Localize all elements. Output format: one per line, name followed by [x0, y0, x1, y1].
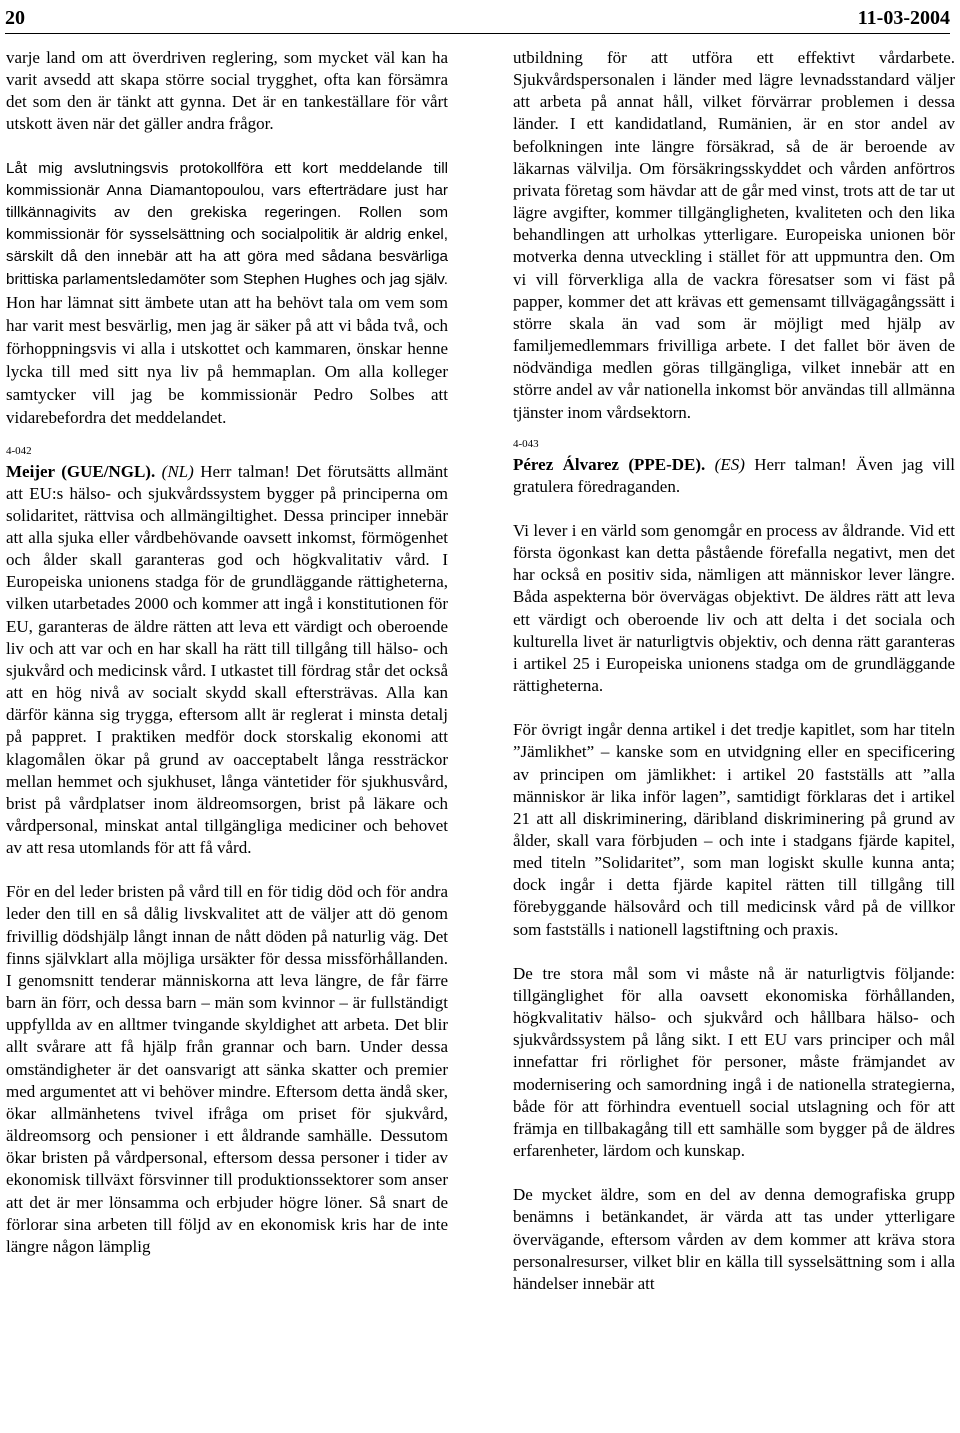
text-run: Hon har lämnat sitt ämbete utan att ha behövt tala om vem som har varit mest besvärlig, men jag är säker på att vi båda två, och förhoppningsvis vi alla i utskottet och kammaren, önskar henne lycka till med sitt nya liv på hemmaplan. Om alla kolleger samtycker vill jag be kommissionär Pedro Solbes att vidarebefordra det meddelandet. [6, 292, 448, 428]
paragraph: utbildning för att utföra ett effektivt vårdarbete. Sjukvårdspersonalen i länder med lägre levnadsstandard väljer att arbeta på annat håll, vilket förvärrar problemen i dessa länder. I ett kandidatland, Rumänien, är en stor andel av befolkningen inte längre försäkrad, så de är beroende av läkarnas välvilja. Om försäkringsskyddet och vården anförtros privata företag som hävdar att de går med vinst, trots att de tar ut lägre avgifter, kommer tillgängligheten, kvaliteten och den lika behandlingen att urholkas ytterligare. Europeiska unionen bör motverka denna utveckling i stället för att uppmuntra den. Om vi vill förverkliga alla de vackra föresatser som vi fäst på papper, kommer det att krävas ett gemensamt tillvägagångssätt i större skala än vad som är möjligt med hjälp av familjemedlemmars frivilliga arbete. I det fallet bör även de nödvändiga medlen göras tillgängliga, vilket innebär att en större andel av vår nationella inkomst bör användas till allmänna tjänster inom vårdsektorn. [513, 48, 955, 422]
language-code: (NL) [161, 461, 194, 481]
document-reference: 4-043 [513, 437, 539, 450]
paragraph-message-to-commissioner [6, 158, 448, 431]
paragraph: För övrigt ingår denna artikel i det tredje kapitlet, som har titeln ”Jämlikhet” – kanske som en utvidgning eller en specificering av principen om jämlikhet: i artikel 20 fastställs att ”alla människor är lika inför lagen”, samtidigt förklaras det i artikel 21 att all diskriminering, däribland diskriminering på grund av ålder, skall vara förbjuden – och inte i stadgans fjärde kapitel, med titeln ”Solidaritet”, som man logiskt skulle kunna anta; dock ingår i detta fjärde kapitel rätten till tillgång till förebyggande hälsovård och till medicinsk vård på de villkor som fastställs i nationell lagstiftning och praxis. [513, 720, 955, 939]
paragraph: Vi lever i en värld som genomgår en process av åldrande. Vid ett första ögonkast kan detta påstående förefalla negativt, men det har också en positiv sida, nämligen att människor lever längre. Båda aspekterna bör övervägas objektivt. De äldres rätt att leva ett värdigt och oberoende liv och att delta i det sociala och kulturella livet är naturligtvis objektiv, och denna rätt garanteras i artikel 25 i Europeiska unionens stadga om de grundläggande rättigheterna. [513, 520, 955, 696]
language-code: (ES) [714, 454, 745, 474]
paragraph: De mycket äldre, som en del av denna demografiska grupp benämns i betänkandet, är värda att tas under ytterligare övervägande, eftersom vården av dem kommer att kräva stora personalresurser, vilket blir en källa till sysselsättning som i alla händelser innebär att [513, 1185, 955, 1293]
text-run: Rollen som kommissionär för sysselsättning och socialpolitik är aldrig enkel, särskilt då den innebär att ha att göra med sådana besvärliga brittiska parlamentsledamöter som Stephen Hughes och jag själv. [6, 203, 448, 289]
speaker-name: Meijer (GUE/NGL). [6, 461, 156, 481]
speaker-name: Pérez Álvarez (PPE-DE). [513, 454, 706, 474]
text-run: Låt mig avslutningsvis protokollföra ett kort meddelande till kommissionär Anna Diamantopoulou, vars efterträdare just har tillkännagivits av den grekiska regeringen. [6, 159, 448, 221]
page-header [5, 0, 950, 34]
page-number: 20 [5, 7, 25, 29]
paragraph: För en del leder bristen på vård till en för tidig död och för andra leder den till en så dålig livskvalitet att de väljer att dö genom frivillig dödshjälp långt innan de nått döden på naturlig väg. Det finns självklart alla möjliga ursäkter för dessa missförhållanden. I genomsnitt tenderar människorna att leva längre, de får färre barn än förr, och dessa barn – män som kvinnor – är fullständigt uppfyllda av en alltmer tvingande skyldighet att arbeta. Det blir allt svårare att få hjälp från grannar och barn. Under dessa omständigheter är det oansvarigt att sänka skatter och premier med argumentet att vi behöver mindre. Eftersom detta ändå sker, ökar allmänhetens tvivel ifråga om priset för sjukvård, äldreomsorg och pensioner i ett åldrande samhälle. Dessutom ökar bristen på vårdpersonal, eftersom dessa personer i tider av ekonomisk tillväxt försvinner till produktionssektorer som anser att det är mer lönsamma och erbjuder högre löner. Så snart de förlorar sina arbeten till följd av en ekonomisk kris har de inte längre någon lämplig [6, 882, 448, 1256]
speech-text: Herr talman! Det förutsätts allmänt att EU:s hälso- och sjukvårdssystem bygger på principerna om solidaritet, rättvisa och allmängiltighet. Dessa principer innebär att alla sjuka eller vårdbehövande oavsett inkomst, förmögenhet och ålder skall garanteras god och högkvalitativ vård. I Europeiska unionens stadga för de grundläggande rättigheterna, vilken utarbetades 2000 och kommer att ingå i konstitutionen för EU, garanteras de äldre rätten att leva ett värdigt och oberoende liv och att var och en har skall ha rätt till tillgång till hälso- och sjukvård och medicinsk vård. I utkastet till fördrag står det också att en hög nivå av socialt skydd skall eftersträvas. Alla kan därför känna sig trygga, eftersom allt är reglerat i minsta detalj på pappret. I praktiken medför dock storskalig ekonomi att klagomålen ökar på grund av oacceptabelt långa ressträckor mellan hemmet och sjukhuset, långa väntetider för sjukhusvård, brist på vårdplatser inom äldreomsorgen, brist på läkare och vårdpersonal, minskat antal tillgängliga mediciner och behovet av att resa utomlands för att få vård. [6, 461, 448, 858]
paragraph: De tre stora mål som vi måste nå är naturligtvis följande: tillgänglighet för alla oavsett ekonomiska förhållanden, högkvalitativ hälso- och sjukvård och hållbara hälso- och sjukvårdssystem på lång sikt. I ett EU vars principer och mål innefattar fri rörlighet för personer, måste främjandet av modernisering och samordning ingå i de nationella strategierna, både för att förhindra eventuell social utslagning och för att främja en tillbakagång till ett samhälle som bygger på de äldres erfarenheter, lärdom och kunskap. [513, 963, 955, 1161]
sitting-date: 11-03-2004 [857, 7, 950, 29]
left-column [6, 47, 448, 1258]
speech-paragraph [513, 454, 955, 498]
speech-text: Herr talman! Även jag vill gratulera föredraganden. [513, 454, 956, 496]
speech-paragraph [6, 461, 448, 860]
document-reference: 4-042 [6, 444, 32, 457]
right-column [513, 47, 955, 1295]
paragraph: varje land om att överdriven reglering, som mycket väl kan ha varit avsedd att skapa större social trygghet, ofta kan försämra det som den är tänkt att gynna. Det är en tankeställare för vårt utskott även när det gäller andra frågor. [6, 48, 448, 134]
